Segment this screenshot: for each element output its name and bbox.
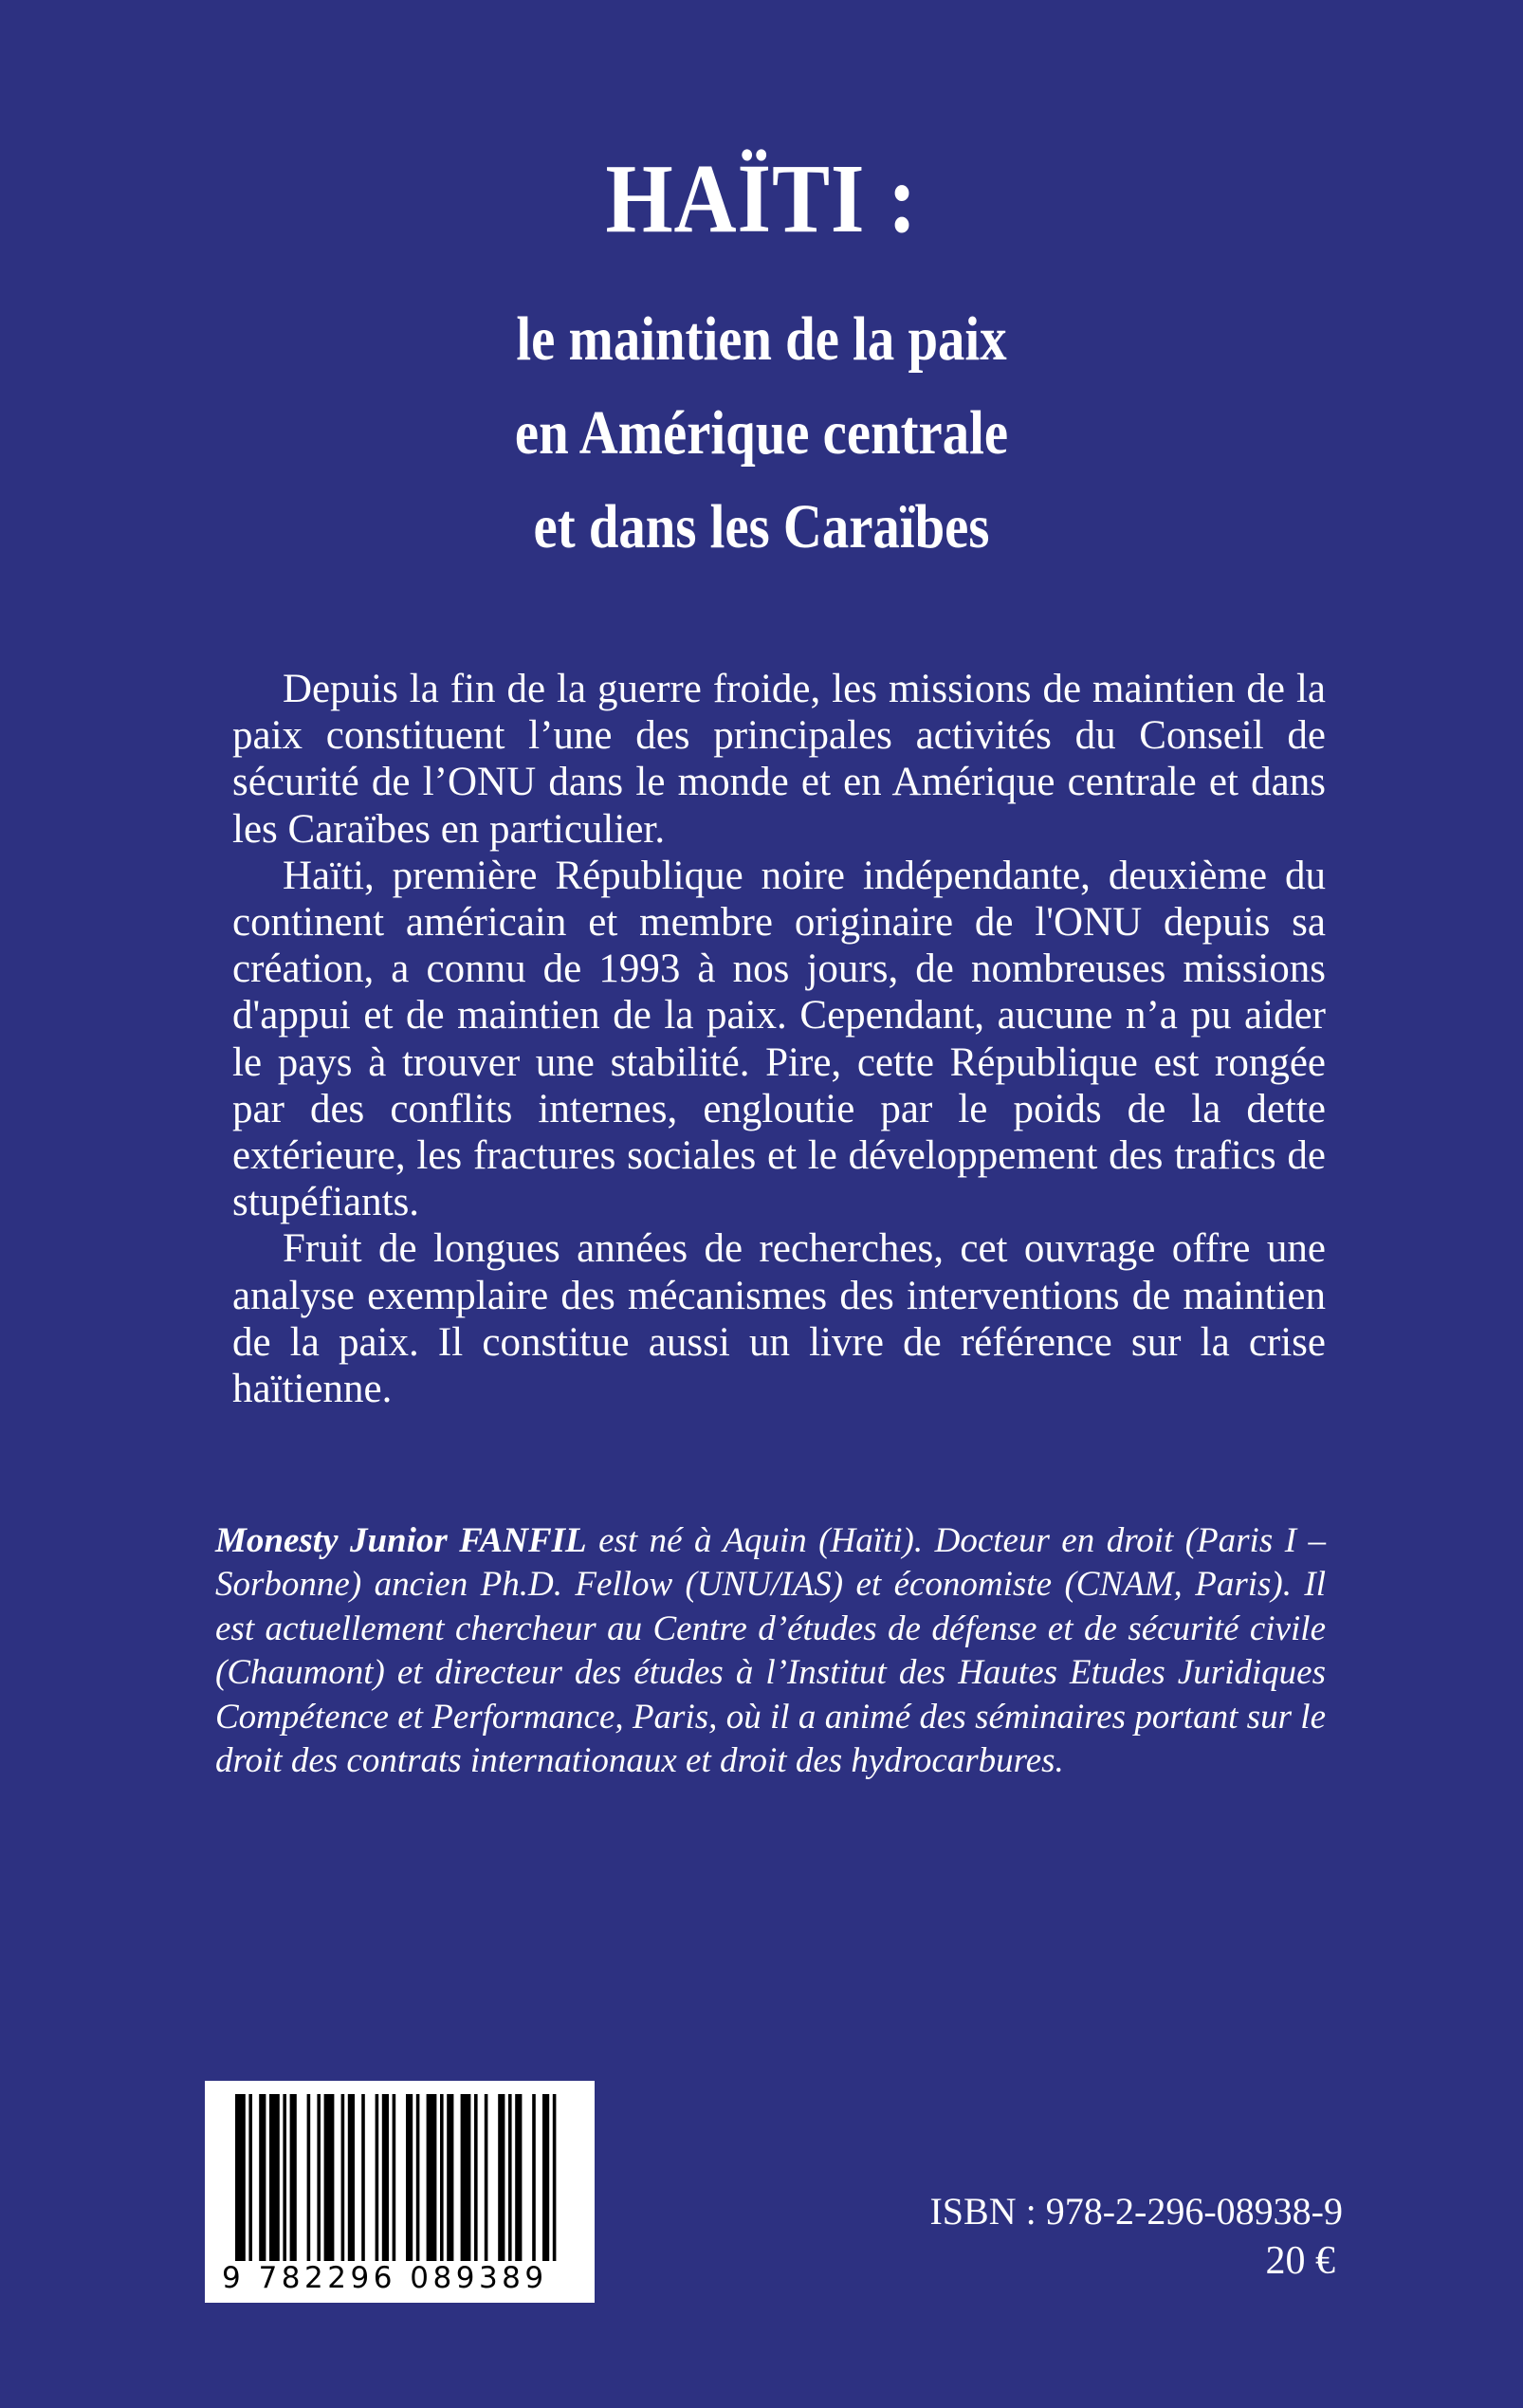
barcode-bar: [283, 2094, 286, 2261]
barcode-bar: [269, 2094, 280, 2261]
book-title: HAÏTI :: [605, 144, 918, 253]
barcode-bar: [248, 2094, 252, 2261]
barcode-bar: [427, 2094, 437, 2261]
barcode-bar: [447, 2094, 453, 2261]
barcode-bar: [416, 2094, 420, 2261]
author-biography: [215, 1519, 1326, 1783]
barcode-bar: [382, 2094, 389, 2261]
barcode-bar: [485, 2094, 488, 2261]
isbn: ISBN : 978-2-296-08938-9: [929, 2190, 1343, 2233]
barcode-bar: [341, 2094, 345, 2261]
barcode-bar: [317, 2094, 321, 2261]
summary-paragraph: Depuis la fin de la guerre froide, les missions de maintien de la paix constituent l’une des principales activités du Conseil de sécurité de l’ONU dans le monde et en Amérique centrale et dans les Caraïbes en particulier.: [232, 667, 1326, 852]
barcode-bar: [307, 2094, 311, 2261]
barcode-digits: 9 782296 089389: [222, 2261, 548, 2295]
barcode: [205, 2081, 595, 2303]
barcode-bar: [361, 2094, 365, 2261]
author-bio-text: est né à Aquin (Haïti). Docteur en droit (Paris I – Sorbonne) ancien Ph.D. Fellow (UNU/IAS) et économiste (CNAM, Paris). Il est actuellement chercheur au Centre d’études de défense et de sécurité civile (Chaumont) et directeur des études à l’Institut des Hautes Etudes Juridiques Compétence et Performance, Paris, où il a animé des séminaires portant sur le droit des contrats internationaux et droit des hydrocarbures.: [215, 1521, 1326, 1781]
barcode-bar: [498, 2094, 505, 2261]
barcode-bar: [348, 2094, 355, 2261]
book-subtitle: [106, 292, 1416, 574]
barcode-bar: [406, 2094, 413, 2261]
barcode-bar: [376, 2094, 379, 2261]
barcode-bar: [553, 2094, 557, 2261]
barcode-bar: [515, 2094, 522, 2261]
subtitle-line: en Amérique centrale: [514, 398, 1009, 468]
barcode-bar: [440, 2094, 444, 2261]
book-summary: [232, 666, 1326, 1412]
barcode-bar: [508, 2094, 512, 2261]
summary-paragraph: Haïti, première République noire indépendante, deuxième du continent américain et membre originaire de l'ONU depuis sa création, a connu de 1993 à nos jours, de nombreuses missions d'appui et de maintien de la paix. Cependant, aucune n’a pu aider le pays à trouver une stabilité. Pire, cette République est rongée par des conflits internes, engloutie par le poids de la dette extérieure, les fractures sociales et le développement des trafics de stupéfiants.: [232, 853, 1326, 1225]
price: 20 €: [1265, 2239, 1335, 2283]
author-name: Monesty Junior FANFIL: [215, 1521, 587, 1560]
barcode-bar: [393, 2094, 396, 2261]
summary-paragraph: Fruit de longues années de recherches, cet ouvrage offre une analyse exemplaire des mécanismes des interventions de maintien de la paix. Il constitue aussi un livre de référence sur la crise haïtienne.: [232, 1226, 1326, 1412]
barcode-bar: [461, 2094, 471, 2261]
barcode-bar: [324, 2094, 335, 2261]
barcode-bar: [259, 2094, 266, 2261]
subtitle-line: le maintien de la paix: [516, 304, 1007, 374]
barcode-bar: [290, 2094, 297, 2261]
barcode-bar: [474, 2094, 478, 2261]
barcode-bar: [235, 2094, 246, 2261]
barcode-bar: [542, 2094, 549, 2261]
barcode-bar: [532, 2094, 536, 2261]
subtitle-line: et dans les Caraïbes: [533, 492, 990, 561]
barcode-bars: [235, 2094, 565, 2261]
